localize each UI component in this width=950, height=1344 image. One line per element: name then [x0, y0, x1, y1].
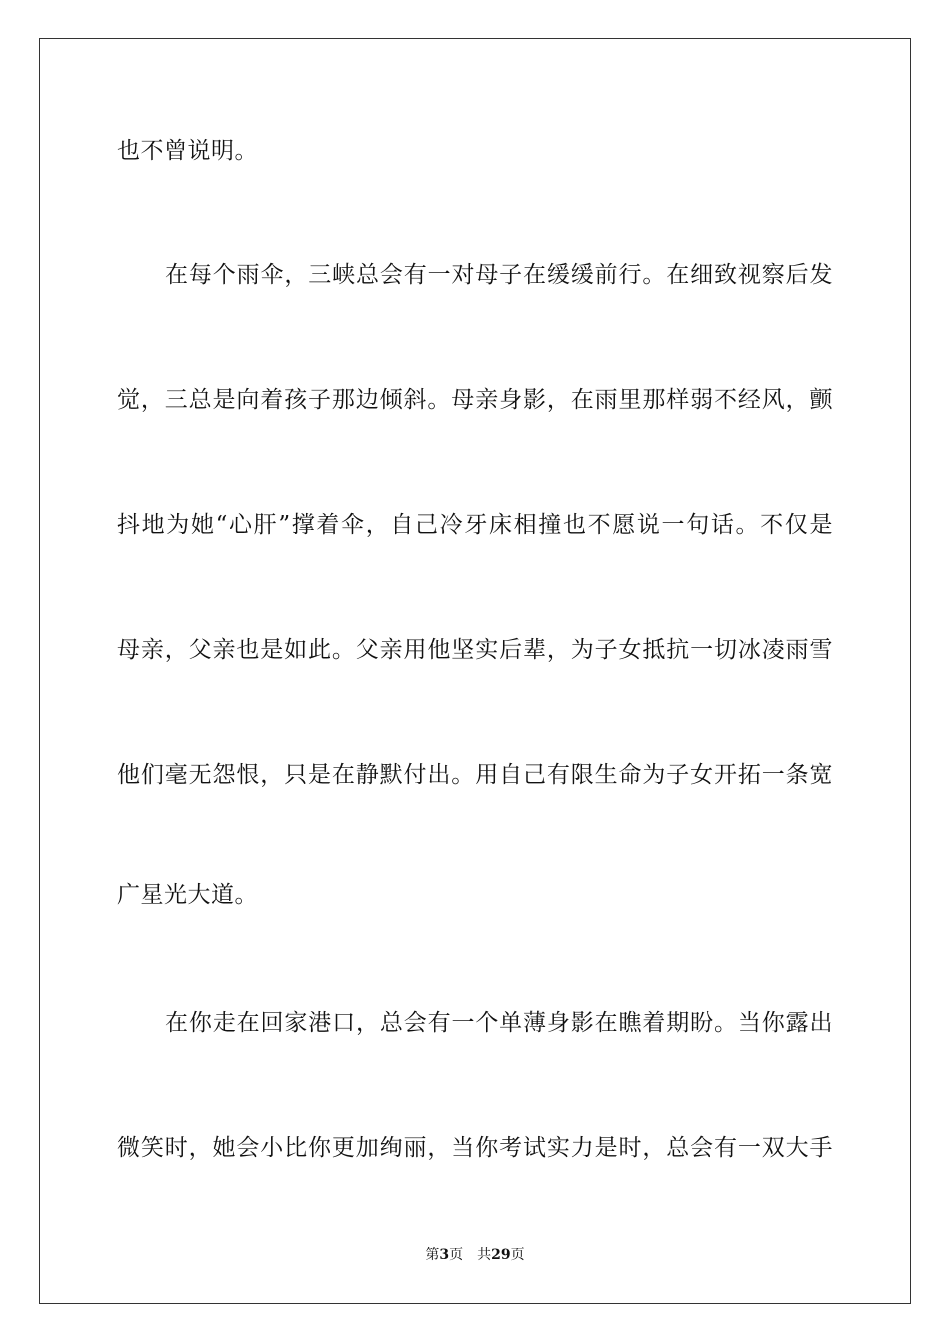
text-line-2: 在每个雨伞，三峡总会有一对母子在缓缓前行。在细致视察后发 [165, 262, 833, 288]
text-line-5: 母亲，父亲也是如此。父亲用他坚实后辈，为子女抵抗一切冰凌雨雪 [117, 637, 833, 663]
page-suffix: 页 [449, 1247, 464, 1263]
page-total: 29 [491, 1247, 511, 1263]
total-prefix: 共 [477, 1247, 492, 1263]
text-line-8: 在你走在回家港口，总会有一个单薄身影在瞧着期盼。当你露出 [165, 1010, 833, 1036]
text-line-4: 抖地为她“心肝”撑着伞，自己冷牙床相撞也不愿说一句话。不仅是 [117, 512, 833, 538]
text-line-3: 觉，三总是向着孩子那边倾斜。母亲身影，在雨里那样弱不经风，颤 [117, 387, 833, 413]
page-prefix: 第 [425, 1247, 440, 1263]
page-current: 3 [439, 1247, 450, 1263]
page-border [39, 38, 911, 1304]
text-line-9: 微笑时，她会小比你更加绚丽，当你考试实力是时，总会有一双大手 [117, 1135, 833, 1161]
text-line-7: 广星光大道。 [117, 882, 258, 908]
text-line-6: 他们毫无怨恨，只是在静默付出。用自己有限生命为子女开拓一条宽 [117, 762, 833, 788]
total-suffix: 页 [510, 1247, 525, 1263]
page-footer [0, 1246, 950, 1264]
text-line-1: 也不曾说明。 [117, 138, 258, 164]
